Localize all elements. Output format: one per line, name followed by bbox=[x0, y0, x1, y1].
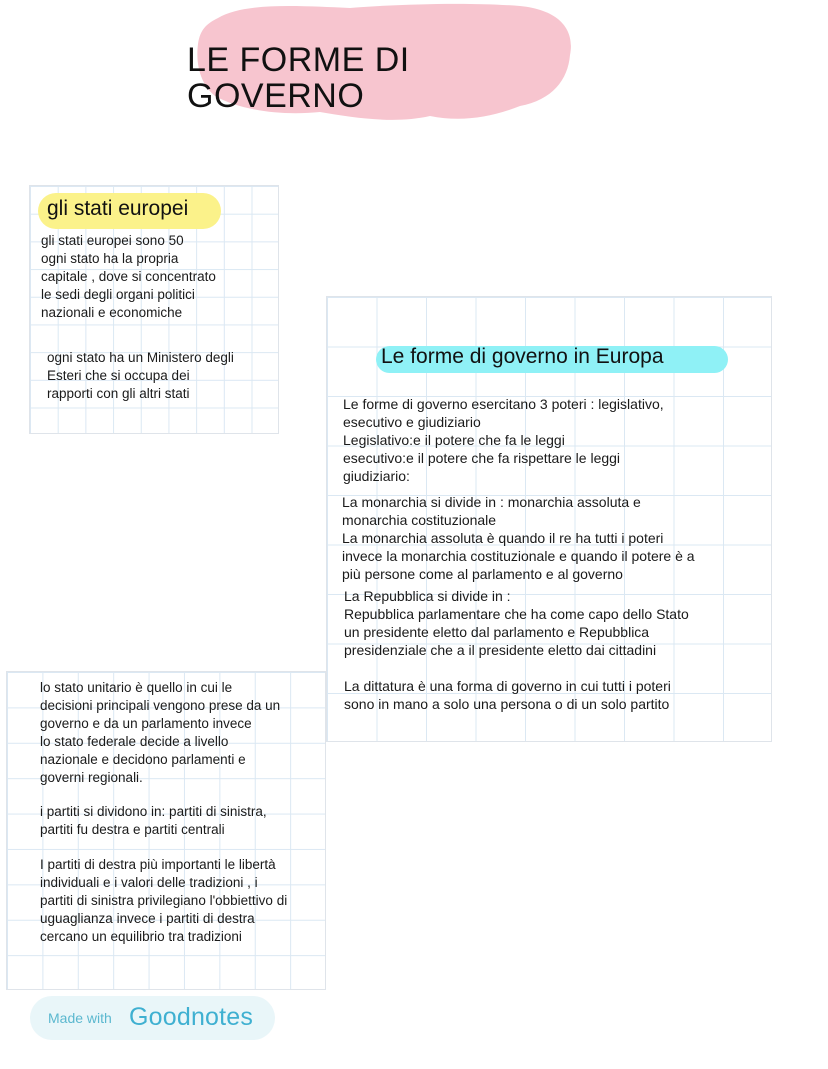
text-line: governo e da un parlamento invece bbox=[40, 716, 252, 731]
text-line: uguaglianza invece i partiti di destra bbox=[40, 911, 255, 926]
republic-paragraph bbox=[344, 587, 689, 659]
text-line: La dittatura è una forma di governo in cui tutti i poteri bbox=[344, 678, 671, 694]
text-line: gli stati europei sono 50 bbox=[41, 233, 184, 248]
text-line: capitale , dove si concentrato bbox=[41, 269, 216, 284]
text-line: Esteri che si occupa dei bbox=[47, 368, 190, 383]
european-states-paragraph-1 bbox=[41, 232, 216, 322]
text-line: presidenziale che a il presidente eletto dai cittadini bbox=[344, 642, 657, 658]
european-states-paragraph-2 bbox=[47, 349, 234, 403]
text-line: individuali e i valori delle tradizioni , i bbox=[40, 875, 258, 890]
text-line: nazionali e economiche bbox=[41, 305, 183, 320]
parties-paragraph bbox=[40, 803, 267, 839]
party-values-paragraph bbox=[40, 856, 287, 946]
text-line: rapporti con gli altri stati bbox=[47, 386, 190, 401]
title-line-2: GOVERNO bbox=[187, 77, 365, 115]
text-line: monarchia costituzionale bbox=[342, 512, 497, 528]
title-line-1: LE FORME DI bbox=[187, 41, 410, 79]
text-line: Le forme di governo esercitano 3 poteri : legislativo, bbox=[343, 396, 664, 412]
text-line: più persone come al parlamento e al governo bbox=[342, 566, 623, 582]
card-european-states-heading: gli stati europei bbox=[47, 197, 189, 220]
text-line: partiti di sinistra privilegiano l'obbiettivo di bbox=[40, 893, 288, 908]
card-forms-heading: Le forme di governo in Europa bbox=[381, 345, 664, 368]
text-line: Legislativo:e il potere che fa le leggi bbox=[343, 432, 565, 448]
text-line: Repubblica parlamentare che ha come capo dello Stato bbox=[344, 606, 689, 622]
goodnotes-logo-text: Goodnotes bbox=[129, 1003, 254, 1031]
text-line: esecutivo:e il potere che fa rispettare le leggi bbox=[343, 450, 621, 466]
text-line: ogni stato ha la propria bbox=[41, 251, 179, 266]
text-line: cercano un equilibrio tra tradizioni bbox=[40, 929, 242, 944]
text-line: giudiziario: bbox=[343, 468, 410, 484]
text-line: decisioni principali vengono prese da un bbox=[40, 698, 281, 713]
text-line: La Repubblica si divide in : bbox=[344, 588, 511, 604]
text-line: invece la monarchia costituzionale e quando il potere è a bbox=[342, 548, 695, 564]
text-line: nazionale e decidono parlamenti e bbox=[40, 752, 246, 767]
text-line: lo stato federale decide a livello bbox=[40, 734, 229, 749]
title-highlight-blob bbox=[0, 0, 828, 140]
dictatorship-paragraph bbox=[344, 677, 671, 713]
powers-paragraph bbox=[343, 395, 664, 485]
unitary-state-paragraph bbox=[40, 679, 280, 787]
text-line: esecutivo e giudiziario bbox=[343, 414, 481, 430]
badge-prefix: Made with bbox=[48, 1010, 112, 1026]
text-line: lo stato unitario è quello in cui le bbox=[40, 680, 233, 695]
page-title bbox=[187, 42, 410, 114]
text-line: La monarchia assoluta è quando il re ha tutti i poteri bbox=[342, 530, 664, 546]
text-line: I partiti di destra più importanti le libertà bbox=[40, 857, 276, 872]
text-line: partiti fu destra e partiti centrali bbox=[40, 822, 225, 837]
text-line: le sedi degli organi politici bbox=[41, 287, 195, 302]
text-line: La monarchia si divide in : monarchia assoluta e bbox=[342, 494, 641, 510]
text-line: sono in mano a solo una persona o di un solo partito bbox=[344, 696, 670, 712]
text-line: ogni stato ha un Ministero degli bbox=[47, 350, 234, 365]
made-with-goodnotes-badge[interactable] bbox=[30, 996, 275, 1040]
text-line: un presidente eletto dal parlamento e Repubblica bbox=[344, 624, 650, 640]
monarchy-paragraph bbox=[342, 493, 695, 583]
text-line: i partiti si dividono in: partiti di sinistra, bbox=[40, 804, 267, 819]
text-line: governi regionali. bbox=[40, 770, 143, 785]
